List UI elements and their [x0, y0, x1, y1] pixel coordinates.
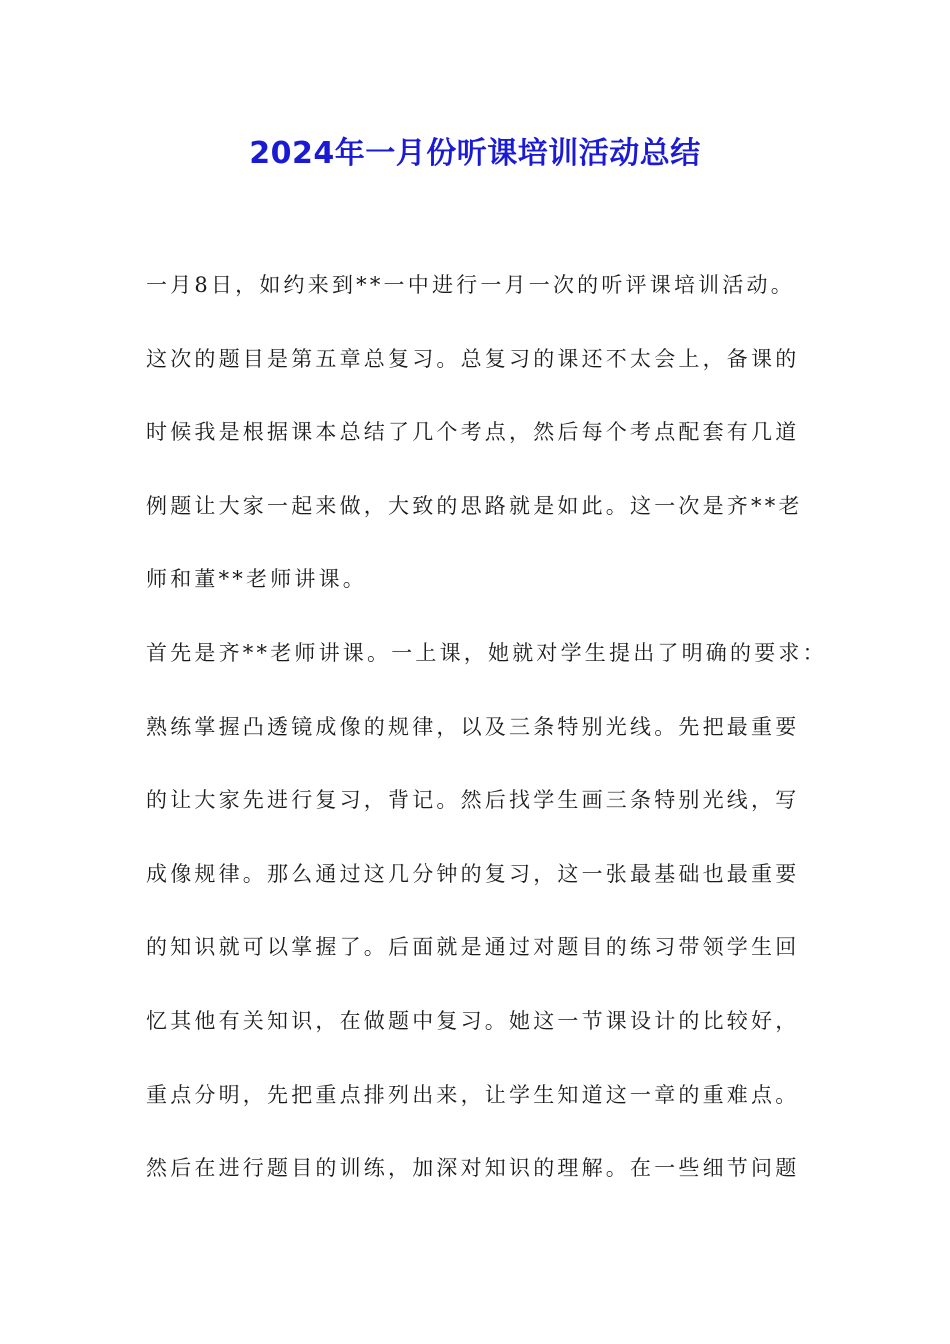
- body-line: 例题让大家一起来做，大致的思路就是如此。这一次是齐**老: [146, 493, 803, 518]
- body-line: 时候我是根据课本总结了几个考点，然后每个考点配套有几道: [146, 420, 800, 445]
- document-body: [146, 240, 827, 1197]
- body-line: 这次的题目是第五章总复习。总复习的课还不太会上，备课的: [146, 346, 800, 371]
- body-line: 首先是齐**老师讲课。一上课，她就对学生提出了明确的要求：: [146, 640, 827, 665]
- body-line: 一月8日，如约来到**一中进行一月一次的听评课培训活动。: [146, 273, 795, 297]
- body-line: 师和董**老师讲课。: [146, 567, 367, 592]
- body-line: 忆其他有关知识，在做题中复习。她这一节课设计的比较好，: [146, 1008, 800, 1033]
- body-line: 成像规律。那么通过这几分钟的复习，这一张最基础也最重要: [146, 861, 800, 886]
- body-line: 熟练掌握凸透镜成像的规律，以及三条特别光线。先把最重要: [146, 714, 800, 739]
- body-line: 重点分明，先把重点排列出来，让学生知道这一章的重难点。: [146, 1082, 800, 1107]
- body-line: 然后在进行题目的训练，加深对知识的理解。在一些细节问题: [146, 1156, 800, 1181]
- document-title: 2024年一月份听课培训活动总结: [249, 136, 701, 171]
- body-line: 的知识就可以掌握了。后面就是通过对题目的练习带领学生回: [146, 935, 800, 960]
- body-line: 的让大家先进行复习，背记。然后找学生画三条特别光线，写: [146, 788, 800, 813]
